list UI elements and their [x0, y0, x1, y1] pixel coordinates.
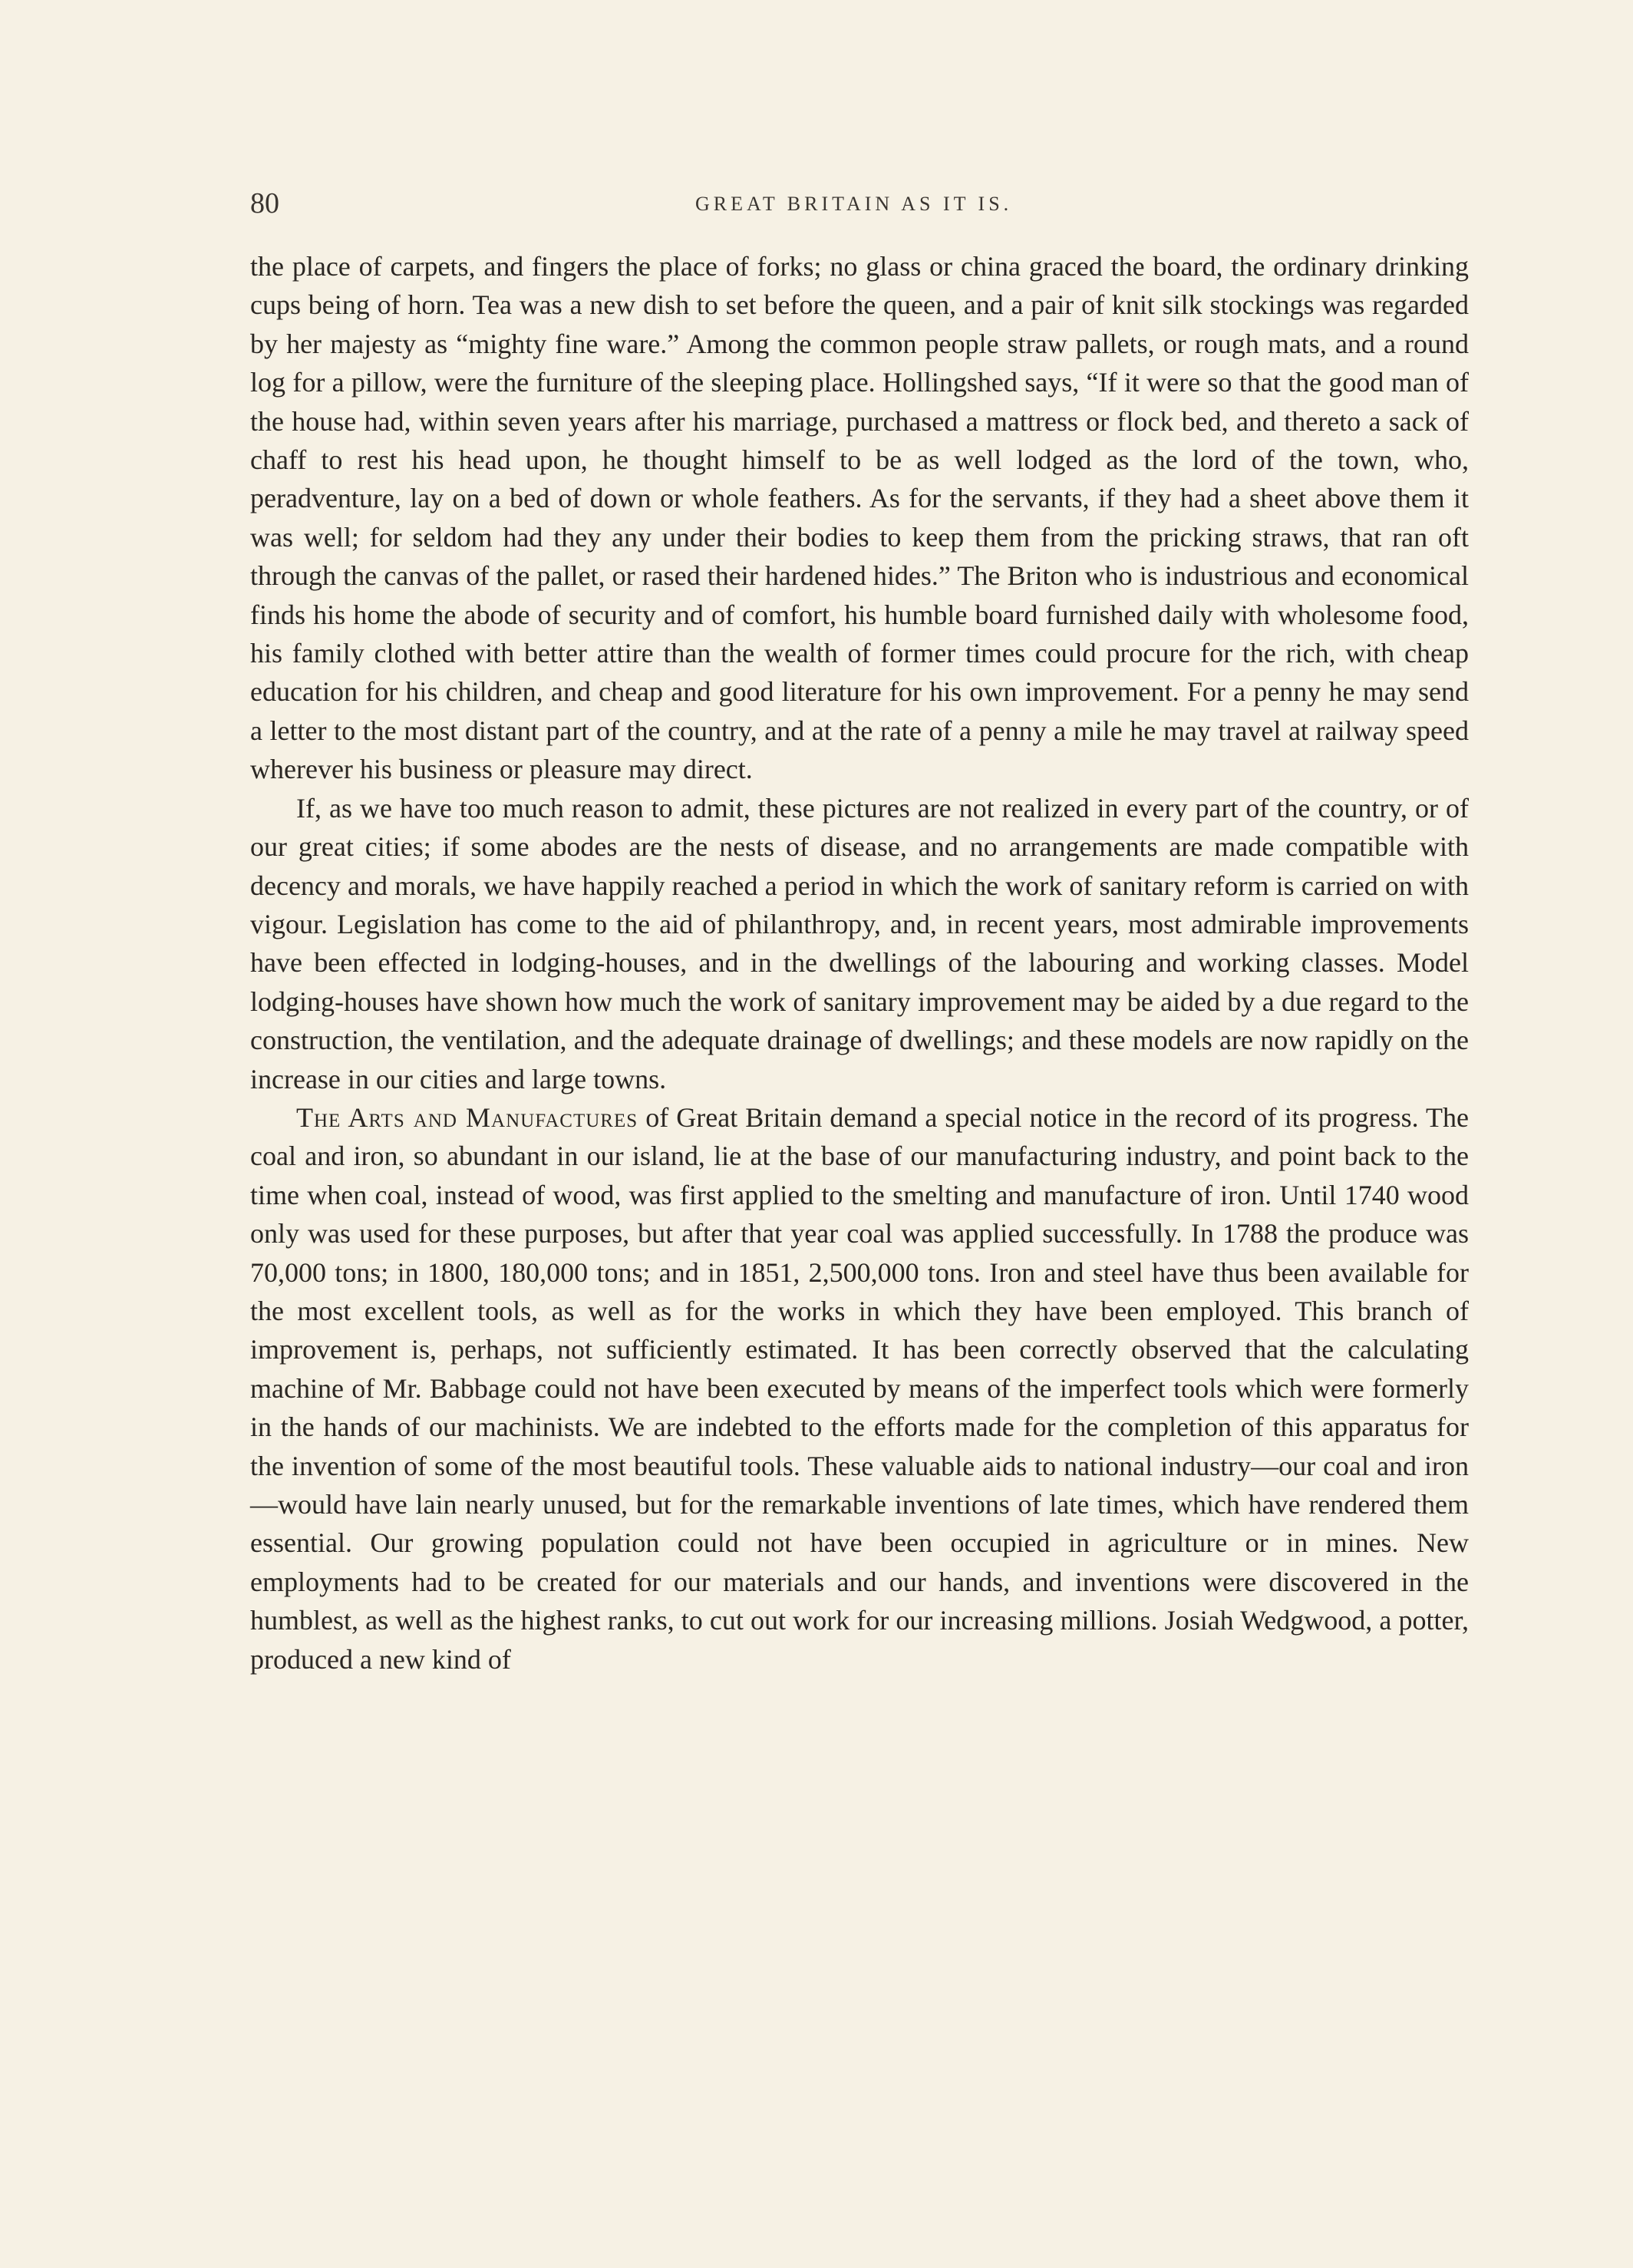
paragraph-continuation: the place of carpets, and fingers the place of forks; no glass or china graced the board, the ordinary drinking cups being of horn. Tea was a new dish to set before the queen, and a pair of knit silk stockings was regarded by her majesty as “mighty fine ware.” Among the common people straw pallets, or rough mats, and a round log for a pillow, were the furniture of the sleeping place. Hollingshed says, “If it were so that the good man of the house had, within seven years after his marriage, purchased a mattress or flock bed, and thereto a sack of chaff to rest his head upon, he thought himself to be as well lodged as the lord of the town, who, peradventure, lay on a bed of down or whole feathers. As for the servants, if they had a sheet above them it was well; for seldom had they any under their bodies to keep them from the pricking straws, that ran oft through the canvas of the pallet, or rased their hardened hides.” The Briton who is industrious and economical finds his home the abode of security and of comfort, his humble board furnished daily with wholesome food, his family clothed with better attire than the wealth of former times could procure for the rich, with cheap education for his children, and cheap and good literature for his own improvement. For a penny he may send a letter to the most distant part of the country, and at the rate of a penny a mile he may travel at railway speed wherever his business or pleasure may direct. [250, 251, 1469, 785]
page-header [250, 184, 1470, 230]
paragraph-arts-manufactures [250, 1098, 1469, 1679]
section-lead-in: The Arts and Manufactures [296, 1101, 638, 1133]
page-number: 80 [250, 187, 279, 220]
running-title: GREAT BRITAIN AS IT IS. [695, 193, 1013, 215]
paragraph-sanitary-reform: If, as we have too much reason to admit, these pictures are not realized in every part of the country, or of our great cities; if some abodes are the nests of disease, and no arrangements are made compatible with decency and morals, we have happily reached a period in which the work of sanitary reform is carried on with vigour. Legislation has come to the aid of philanthropy, and, in recent years, most admirable improvements have been effected in lodging-houses, and in the dwellings of the labouring and working classes. Model lodging-houses have shown how much the work of sanitary improvement may be aided by a due regard to the construction, the ventilation, and the adequate drainage of dwellings; and these models are now rapidly on the increase in our cities and large towns. [250, 792, 1469, 1094]
paragraph-arts-text: of Great Britain demand a special notice in the record of its progress. The coal and iron, so abundant in our island, lie at the base of our manufacturing industry, and point back to the time when coal, instead of wood, was first applied to the smelting and manufacture of iron. Until 1740 wood only was used for these purposes, but after that year coal was applied successfully. In 1788 the produce was 70,000 tons; in 1800, 180,000 tons; and in 1851, 2,500,000 tons. Iron and steel have thus been available for the most excellent tools, as well as for the works in which they have been employed. This branch of improvement is, perhaps, not sufficiently estimated. It has been correctly observed that the calculating machine of Mr. Babbage could not have been executed by means of the imperfect tools which were formerly in the hands of our machinists. We are indebted to the efforts made for the completion of this apparatus for the invention of some of the most beautiful tools. These valuable aids to national industry—our coal and iron—would have lain nearly unused, but for the remarkable inventions of late times, which have rendered them essential. Our growing population could not have been occupied in agriculture or in mines. New employments had to be created for our materials and our hands, and inventions were discovered in the humblest, as well as the highest ranks, to cut out work for our increasing millions. Josiah Wedgwood, a potter, produced a new kind of [250, 1101, 1469, 1675]
body-text [250, 247, 1469, 1679]
